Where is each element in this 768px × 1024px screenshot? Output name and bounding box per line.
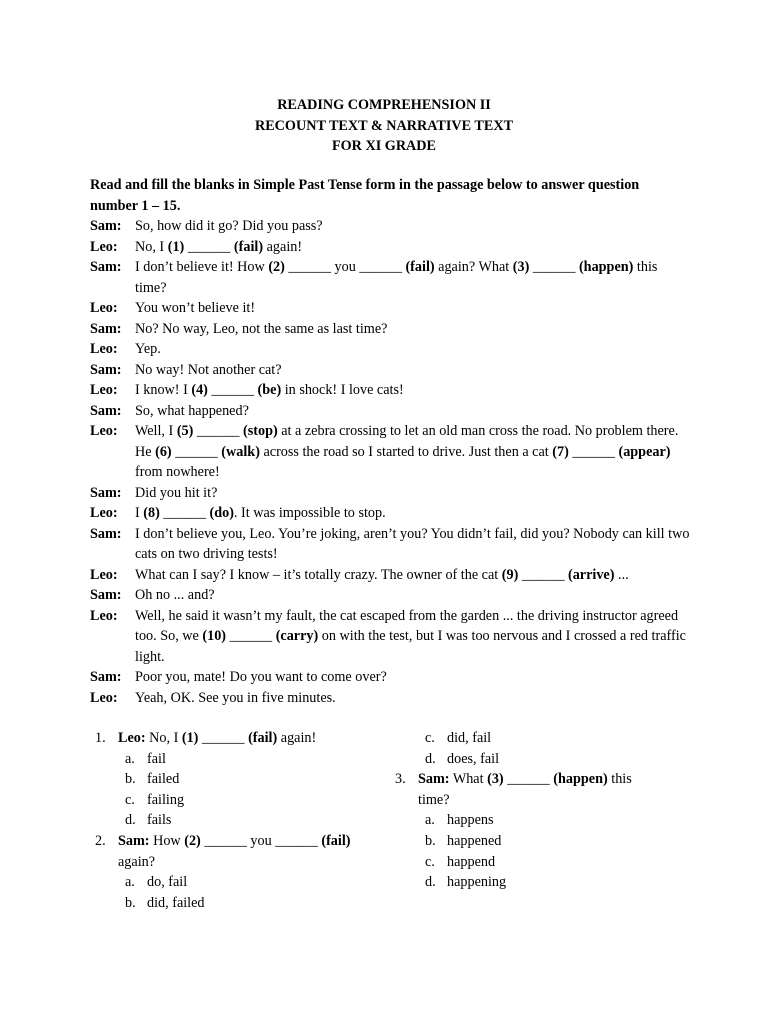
- dialogue-line: [90, 237, 690, 258]
- utterance: I don’t believe it! How (2) ______ you ______ (fail) again? What (3) ______ (happen) this time?: [135, 259, 658, 296]
- dialogue-line: [90, 565, 690, 586]
- option-letter: a.: [125, 750, 135, 767]
- question-2: [95, 831, 385, 872]
- dialogue-line: [90, 421, 690, 483]
- option-letter: d.: [125, 812, 136, 829]
- utterance: Well, I (5) ______ (stop) at a zebra crossing to let an old man cross the road. No problem there. He (6) ______ (walk) across the road so I started to drive. Just then a cat (7) ______ (appear) from nowhere!: [135, 423, 679, 480]
- answer-option[interactable]: [395, 872, 665, 893]
- question-number: 3.: [395, 771, 406, 788]
- utterance: I don’t believe you, Leo. You’re joking, aren’t you? You didn’t fail, did you? Nobody can kill two cats on two driving tests!: [135, 525, 690, 562]
- utterance: No, I (1) ______ (fail) again!: [135, 238, 303, 255]
- option-letter: b.: [125, 771, 136, 788]
- option-letter: b.: [125, 894, 136, 911]
- option-text: happend: [447, 853, 496, 870]
- option-text: failed: [147, 771, 180, 788]
- speaker-label: Leo:: [90, 300, 118, 316]
- speaker-label: Sam:: [90, 525, 122, 542]
- option-letter: a.: [425, 812, 435, 829]
- answer-option[interactable]: [95, 872, 385, 893]
- utterance: So, how did it go? Did you pass?: [135, 218, 323, 234]
- answer-option[interactable]: [395, 749, 665, 770]
- speaker-label: Leo:: [90, 505, 118, 521]
- utterance: You won’t believe it!: [135, 300, 256, 316]
- title-line-2: RECOUNT TEXT & NARRATIVE TEXT: [254, 117, 514, 134]
- dialogue-line: [90, 585, 690, 606]
- speaker-label: Leo:: [90, 566, 118, 583]
- title-line-1: READING COMPREHENSION II: [277, 97, 491, 113]
- option-text: happened: [447, 832, 502, 849]
- dialogue-line: [90, 688, 690, 709]
- answer-option[interactable]: [95, 790, 385, 811]
- question-number: 2.: [95, 832, 106, 849]
- utterance: Yeah, OK. See you in five minutes.: [135, 689, 336, 706]
- utterance: Did you hit it?: [135, 484, 218, 501]
- speaker-label: Sam:: [90, 484, 122, 501]
- dialogue-line: [90, 339, 690, 360]
- answer-option[interactable]: [395, 728, 665, 749]
- utterance: I (8) ______ (do). It was impossible to stop.: [135, 505, 386, 521]
- option-letter: d.: [425, 750, 436, 767]
- dialogue-line: [90, 524, 690, 565]
- option-text: fails: [147, 812, 172, 829]
- speaker-label: Sam:: [90, 259, 122, 275]
- dialogue-line: [90, 319, 690, 340]
- option-letter: c.: [425, 853, 435, 870]
- option-text: happening: [447, 874, 507, 891]
- utterance: Oh no ... and?: [135, 587, 215, 603]
- option-text: do, fail: [147, 874, 188, 891]
- utterance: No way! Not another cat?: [135, 361, 282, 378]
- utterance: I know! I (4) ______ (be) in shock! I love cats!: [135, 382, 404, 398]
- dialogue-line: [90, 216, 690, 237]
- dialogue-line: [90, 380, 690, 401]
- option-letter: d.: [425, 874, 436, 891]
- dialogue-passage: [90, 216, 690, 708]
- question-1: [95, 728, 385, 749]
- worksheet-title: [0, 95, 768, 157]
- answer-option[interactable]: [95, 769, 385, 790]
- dialogue-line: [90, 606, 690, 668]
- speaker-label: Sam:: [90, 402, 122, 419]
- option-letter: b.: [425, 832, 436, 849]
- speaker-label: Sam:: [90, 587, 122, 603]
- answer-option[interactable]: [395, 810, 665, 831]
- option-text: does, fail: [447, 750, 500, 767]
- option-text: did, failed: [147, 894, 205, 911]
- question-text: Leo: No, I (1) ______ (fail) again!: [118, 730, 317, 746]
- option-text: failing: [147, 791, 185, 808]
- dialogue-line: [90, 360, 690, 381]
- speaker-label: Sam:: [90, 669, 122, 685]
- dialogue-line: [90, 503, 690, 524]
- speaker-label: Sam:: [90, 361, 122, 378]
- dialogue-line: [90, 401, 690, 422]
- answer-option[interactable]: [95, 749, 385, 770]
- speaker-label: Leo:: [90, 423, 118, 439]
- dialogue-line: [90, 257, 690, 298]
- question-3: [395, 769, 665, 810]
- instruction-text: Read and fill the blanks in Simple Past Tense form in the passage below to answer question number 1 – 15.: [90, 177, 640, 214]
- dialogue-line: [90, 483, 690, 504]
- title-line-3: FOR XI GRADE: [331, 138, 437, 154]
- speaker-label: Leo:: [90, 238, 118, 255]
- speaker-label: Leo:: [90, 382, 118, 398]
- utterance: No? No way, Leo, not the same as last time?: [135, 320, 388, 337]
- utterance: So, what happened?: [135, 402, 249, 419]
- question-number: 1.: [95, 730, 106, 746]
- question-text: Sam: What (3) ______ (happen) this time?: [418, 771, 632, 808]
- option-text: did, fail: [447, 730, 492, 746]
- speaker-label: Leo:: [90, 689, 118, 706]
- question-text: Sam: How (2) ______ you ______ (fail) again?: [118, 832, 351, 870]
- utterance: What can I say? I know – it’s totally crazy. The owner of the cat (9) ______ (arrive) ...: [135, 566, 629, 583]
- speaker-label: Leo:: [90, 341, 118, 357]
- answer-option[interactable]: [395, 831, 665, 852]
- option-letter: a.: [125, 874, 135, 891]
- utterance: Yep.: [135, 341, 161, 357]
- speaker-label: Sam:: [90, 218, 122, 234]
- answer-option[interactable]: [95, 893, 385, 914]
- dialogue-line: [90, 298, 690, 319]
- speaker-label: Sam:: [90, 320, 122, 337]
- questions-left-column: [95, 728, 385, 913]
- utterance: Poor you, mate! Do you want to come over?: [135, 669, 387, 685]
- answer-option[interactable]: [395, 852, 665, 873]
- option-letter: c.: [125, 791, 135, 808]
- answer-option[interactable]: [95, 810, 385, 831]
- speaker-label: Leo:: [90, 607, 118, 624]
- option-letter: c.: [425, 730, 435, 746]
- dialogue-line: [90, 667, 690, 688]
- option-text: happens: [447, 812, 494, 829]
- option-text: fail: [147, 750, 166, 767]
- questions-right-column: [395, 728, 665, 893]
- utterance: Well, he said it wasn’t my fault, the cat escaped from the garden ... the driving instructor agreed too. So, we (10) ______ (carry) on with the test, but I was too nervous and I crossed a red traffic light.: [135, 607, 686, 665]
